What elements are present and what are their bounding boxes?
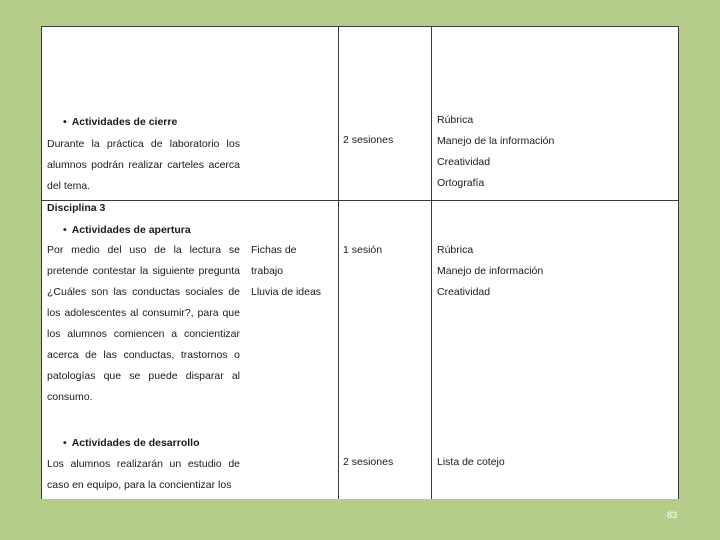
page-number: 83 [666,510,677,520]
evaluation-item: Manejo de información [437,265,544,277]
column-divider [678,26,679,499]
cierre-sessions: 2 sesiones [343,134,394,146]
apertura-resources-list [251,240,321,303]
evaluation-item: Manejo de la información [437,135,555,147]
apertura-heading: • Actividades de apertura [63,224,191,236]
cierre-heading: • Actividades de cierre [63,116,178,128]
cierre-text: Durante la práctica de laboratorio los alumnos podrán realizar carteles acerca del tema. [47,138,240,192]
desarrollo-evaluation: Lista de cotejo [437,456,505,468]
evaluation-item: Creatividad [437,286,491,298]
column-divider [431,26,432,499]
table-page [41,26,679,499]
resource-item: Fichas de [251,244,297,256]
evaluation-item: Ortografía [437,177,485,189]
resource-item: trabajo [251,265,284,277]
discipline-label: Disciplina 3 [47,202,106,214]
evaluation-item: Creatividad [437,156,491,168]
apertura-evaluation-list [437,240,543,303]
column-divider [338,26,339,499]
desarrollo-text: Los alumnos realizarán un estudio de caso en equipo, para la concientizar los [47,458,240,491]
desarrollo-heading: • Actividades de desarrollo [63,437,200,449]
column-divider [41,26,42,499]
evaluation-item: Rúbrica [437,244,474,256]
evaluation-item: Rúbrica [437,114,474,126]
row-divider [41,26,679,27]
apertura-text: Por medio del uso de la lectura se pretende contestar la siguiente pregunta ¿Cuáles son las conductas sociales de los adolescentes al consumir?, para que los alumnos comiencen a concientizar acerca de las conductas, trastornos o patologías que se puede disparar al consumo. [47,244,240,403]
desarrollo-sessions: 2 sesiones [343,456,394,468]
apertura-sessions: 1 sesión [343,244,383,256]
resource-item: Lluvia de ideas [251,286,322,298]
row-divider [41,200,679,201]
cierre-evaluation-list [437,110,554,194]
